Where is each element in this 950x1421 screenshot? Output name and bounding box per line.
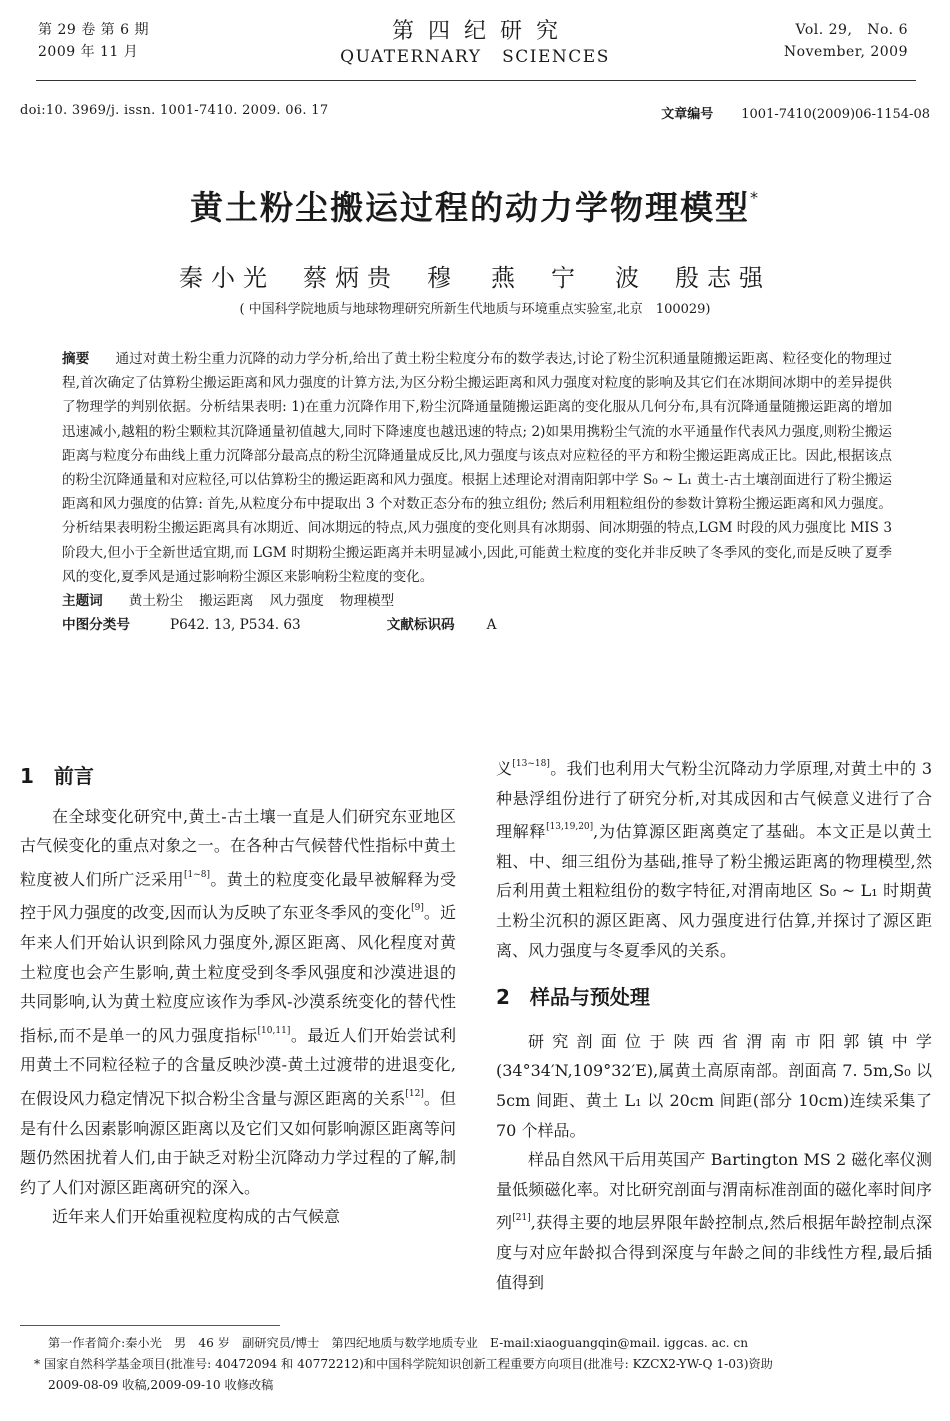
citation: [9] <box>411 903 424 914</box>
abstract-text: 通过对黄土粉尘重力沉降的动力学分析,给出了黄土粉尘粒度分布的数学表达,讨论了粉尘沉积通量随搬运距离、粒径变化的物理过程,首次确定了估算粉尘搬运距离和风力强度的计算方法,为区分粉尘搬运距离和风力强度对粒度的影响及其它们在冰期间冰期中的差异提供了物理学的判别依据。分析结果表明: 1)在重力沉降作用下,粉尘沉降通量随搬运距离的变化服从几何分布,具有沉降通量随搬运距离的增加迅速减小,越粗的粉尘颗粒其沉降通量初值越大,同时下降速度也越迅速的特点; 2)如果用携粉尘气流的水平通量作代表风力强度,则粉尘搬运距离与粒度分布曲线上重力沉降部分最高点的粉尘沉降通量成反比,风力强度与该点对应粒径的平方和粉尘搬运距离成正比。因此,根据该点的粉尘沉降通量和对应粒径,可以估算粉尘的搬运距离和风力强度。根据上述理论对渭南阳郭中学 S₀ ~ L₁ 黄土-古土壤剖面进行了粉尘搬运距离和风力强度的估算: 首先,从粒度分布中提取出 3 个对数正态分布的独立组份; 然后利用粗粒组份的参数计算粉尘搬运距离和风力强度。分析结果表明粉尘搬运距离具有冰期近、间冰期远的特点,风力强度的变化则具有冰期弱、间冰期强的特点,LGM 时段的风力强度比 MIS 3 阶段大,但小于全新世适宜期,而 LGM 时期粉尘搬运距离并未明显减小,因此,可能黄土粒度的变化并非反映了冬季风的变化,而是反映了夏季风的变化,夏季风是通过影响粉尘源区来影响粉尘粒度的变化。 <box>62 351 893 585</box>
volume-en-text: Vol. 29, No. 6 <box>795 22 908 38</box>
title-footnote-mark: * <box>750 188 760 207</box>
author-list <box>0 258 950 293</box>
footnotes <box>34 1333 934 1396</box>
footnote-author: 第一作者简介:秦小光 男 46 岁 副研究员/博士 第四纪地质与数学地质专业 E-mail:xiaoguangqin@mail. iggcas. ac. cn <box>48 1336 749 1350</box>
section-1-heading <box>20 762 456 792</box>
right-column <box>496 750 932 1297</box>
samples-paragraph-2 <box>496 1145 932 1297</box>
citation: [21] <box>512 1213 531 1224</box>
author-name: 穆 燕 <box>427 264 523 292</box>
clc-value: P642. 13, P534. 63 <box>169 617 301 634</box>
author-name: 秦小光 <box>179 264 275 292</box>
section-1-title: 前言 <box>53 764 94 788</box>
section-1-number: 1 <box>20 764 34 788</box>
intro-paragraph-1 <box>20 802 456 1203</box>
keyword: 黄土粉尘 <box>128 593 184 610</box>
text-run: 。近年来人们开始认识到除风力强度外,源区距离、风化程度对黄土粒度也会产生影响,黄土粒度受到冬季风强度和沙漠进退的共同影响,认为黄土粒度应该作为季风-沙漠系统变化的替代性指标,而不是单一的风力强度指标 <box>20 903 456 1045</box>
section-2-title: 样品与预处理 <box>529 985 650 1010</box>
keyword: 风力强度 <box>269 593 324 610</box>
footnote-funding: * 国家自然科学基金项目(批准号: 40472094 和 40772212)和中国科学院知识创新工程重要方向项目(批准号: KZCX2-YW-Q 1-03)资助 <box>34 1357 773 1371</box>
intro-paragraph-2-cont <box>496 750 932 965</box>
text-run: 。最近人们开始尝试利用黄土不同粒径粒子的含量反映沙漠-黄土过渡带的进退变化,在假设风力稳定情况下拟合粉尘含量与源区距离的关系 <box>20 1025 456 1108</box>
journal-name-en: QUATERNARY SCIENCES <box>340 47 610 67</box>
text-run: 。但是有什么因素影响源区距离以及它们又如何影响源区距离等问题仍然困扰着人们,由于缺乏对粉尘沉降动力学过程的了解,制约了人们对源区距离研究的深入。 <box>20 1088 456 1197</box>
article-title <box>0 182 950 229</box>
article-number-label: 文章编号 <box>661 107 714 122</box>
text-run: 义 <box>496 759 513 778</box>
keywords-label: 主题词 <box>62 593 103 610</box>
keywords-row <box>62 589 892 613</box>
citation: [13,19,20] <box>546 822 594 833</box>
article-number <box>661 103 930 122</box>
samples-paragraph-1: 研究剖面位于陕西省渭南市阳郭镇中学(34°34′N,109°32′E),属黄土高原南部。剖面高 7. 5m,S₀ 以 5cm 间距、黄土 L₁ 以 20cm 间距(部分 10cm)连续采集了 70 个样品。 <box>496 1031 932 1140</box>
clc-label: 中图分类号 <box>62 617 130 634</box>
header-rule <box>36 80 916 81</box>
affiliation: ( 中国科学院地质与地球物理研究所新生代地质与环境重点实验室,北京 100029) <box>239 302 711 317</box>
citation: [12] <box>405 1088 424 1099</box>
citation: [1~8] <box>183 869 210 880</box>
text-run: ,获得主要的地层界限年龄控制点,然后根据年龄控制点深度与对应年龄拟合得到深度与年龄之间的非线性方程,最后插值得到 <box>496 1213 932 1292</box>
footnote-rule <box>20 1325 280 1326</box>
article-number-value: 1001-7410(2009)06-1154-08 <box>741 107 930 122</box>
doi: doi:10. 3969/j. issn. 1001-7410. 2009. 06. 17 <box>20 103 329 118</box>
author-name: 宁 波 <box>551 264 647 292</box>
title-text: 黄土粉尘搬运过程的动力学物理模型 <box>190 188 750 227</box>
author-name: 殷志强 <box>675 264 771 292</box>
classification-row <box>62 613 892 637</box>
keyword: 物理模型 <box>339 593 395 610</box>
intro-paragraph-2: 近年来人们开始重视粒度构成的古气候意 <box>52 1207 341 1227</box>
issue-date-text: 2009 年 11 月 <box>38 44 139 60</box>
keyword: 搬运距离 <box>199 593 254 610</box>
doc-code-label: 文献标识码 <box>386 617 455 634</box>
left-column <box>20 762 456 1232</box>
abstract <box>62 347 892 637</box>
footnote-dates: 2009-08-09 收稿,2009-09-10 收修改稿 <box>48 1378 274 1392</box>
citation: [10,11] <box>257 1025 291 1036</box>
text-run: 在全球变化研究中,黄土-古土壤一直是人们研究东亚地区古气候变化的重点对象之一。在各种古气候替代性指标中黄土粒度被人们所广泛采用 <box>20 806 456 889</box>
text-run: 。黄土的粒度变化最早被解释为受控于风力强度的改变,因而认为反映了东亚冬季风的变化 <box>20 869 456 923</box>
volume-issue-text: 第 29 卷 第 6 期 <box>38 22 149 38</box>
author-name: 蔡炳贵 <box>303 264 399 292</box>
section-2-number: 2 <box>496 985 510 1010</box>
abstract-label: 摘要 <box>62 351 90 367</box>
journal-volume-en <box>784 19 908 63</box>
text-run: 样品自然风干后用英国产 Bartington MS 2 磁化率仪测量低频磁化率。对比研究剖面与渭南标准剖面的磁化率时间序列 <box>496 1150 932 1233</box>
text-run: 。我们也利用大气粉尘沉降动力学原理,对黄土中的 3 种悬浮组份进行了研究分析,对其成因和古气候意义进行了合理解释 <box>496 759 932 842</box>
text-run: ,为估算源区距离奠定了基础。本文正是以黄土粗、中、细三组份为基础,推导了粉尘搬运距离的物理模型,然后利用黄土粗粒组份的数字特征,对渭南地区 S₀ ~ L₁ 时期黄土粉尘沉积的源区距离、风力强度进行估算,并探讨了源区距离、风力强度与冬夏季风的关系。 <box>496 822 932 960</box>
section-2-heading <box>496 983 932 1013</box>
keywords-list <box>129 593 411 609</box>
citation: [13~18] <box>512 759 550 769</box>
doc-code-value: A <box>486 617 497 634</box>
journal-name-cn: 第四纪研究 <box>391 19 572 44</box>
date-en-text: November, 2009 <box>783 44 908 60</box>
